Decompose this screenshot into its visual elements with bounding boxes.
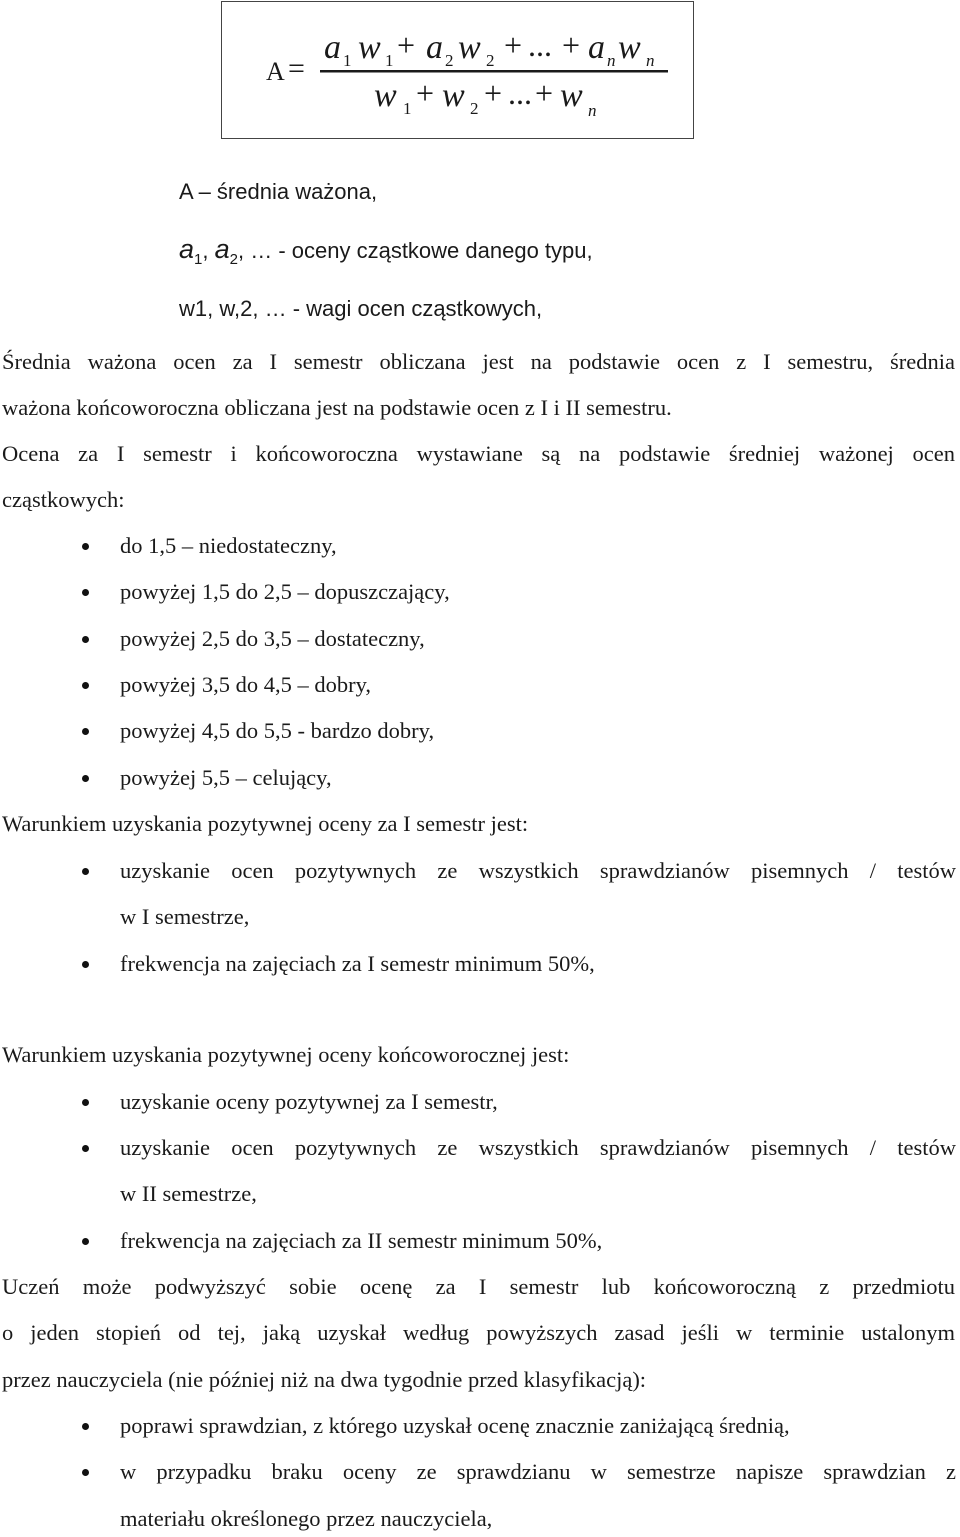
svg-text:+: + — [416, 75, 435, 111]
final-conditions-heading: Warunkiem uzyskania pozytywnej oceny końcoworocznej jest: — [2, 1042, 570, 1067]
svg-text:a: a — [588, 29, 605, 66]
svg-text:n: n — [607, 51, 616, 70]
bullet-icon — [82, 543, 89, 550]
final-condition-tests-line-2: w II semestrze, — [120, 1181, 257, 1206]
svg-text:+: + — [535, 75, 554, 111]
list-item: powyżej 4,5 do 5,5 - bardzo dobry, — [120, 718, 435, 743]
paragraph-average-line-2: ważona końcoworoczna obliczana jest na podstawie ocen z I i II semestru. — [2, 395, 672, 420]
svg-text:w: w — [374, 77, 397, 114]
paragraph-grade-basis-line-1: Ocena za I semestr i końcoworoczna wystawiane są na podstawie średniej ważonej ocen — [2, 441, 955, 466]
improve-paragraph-line-3: przez nauczyciela (nie później niż na dwa tygodnie przed klasyfikacją): — [2, 1367, 647, 1392]
improve-option-missing-line-1: w przypadku braku oceny ze sprawdzianu w semestrze napisze sprawdzian z — [120, 1459, 956, 1484]
svg-text:w: w — [560, 77, 583, 114]
svg-text:n: n — [588, 101, 597, 120]
bullet-icon — [82, 589, 89, 596]
svg-text:1: 1 — [343, 51, 352, 70]
paragraph-grade-basis-line-2: cząstkowych: — [2, 487, 125, 512]
sem1-conditions-heading: Warunkiem uzyskania pozytywnej oceny za I semestr jest: — [2, 811, 529, 836]
improve-option-missing-line-2: materiału określonego przez nauczyciela, — [120, 1506, 493, 1531]
svg-text:w: w — [458, 29, 481, 66]
svg-text:+: + — [504, 27, 523, 63]
bullet-icon — [82, 961, 89, 968]
list-item: do 1,5 – niedostateczny, — [120, 533, 337, 558]
svg-text:...: ... — [508, 75, 532, 111]
bullet-icon — [82, 775, 89, 782]
sem1-condition-tests-line-2: w I semestrze, — [120, 904, 250, 929]
svg-text:+: + — [484, 75, 503, 111]
svg-text:1: 1 — [403, 99, 412, 118]
improve-paragraph-line-2: o jeden stopień od tej, jaką uzyskał według powyższych zasad jeśli w terminie ustalonym — [2, 1320, 955, 1345]
legend-line-weights: w1, w,2, … - wagi ocen cząstkowych, — [179, 296, 543, 321]
list-item: powyżej 2,5 do 3,5 – dostateczny, — [120, 626, 425, 651]
final-condition-sem1: uzyskanie oceny pozytywnej za I semestr, — [120, 1089, 498, 1114]
svg-text:n: n — [646, 51, 655, 70]
bullet-icon — [82, 1423, 89, 1430]
svg-text:1: 1 — [385, 51, 394, 70]
bullet-icon — [82, 868, 89, 875]
svg-text:w: w — [618, 29, 641, 66]
svg-text:2: 2 — [486, 51, 495, 70]
svg-text:a: a — [426, 29, 443, 66]
svg-text:+: + — [562, 27, 581, 63]
sem1-condition-attendance: frekwencja na zajęciach za I semestr minimum 50%, — [120, 951, 595, 976]
svg-text:2: 2 — [470, 99, 479, 118]
formula-equals: = — [288, 52, 305, 85]
bullet-icon — [82, 1469, 89, 1476]
bullet-icon — [82, 682, 89, 689]
legend-line-partial-grades: $a_1$, $a_2$, … - oceny cząstkowe danego typu, — [179, 234, 593, 268]
bullet-icon — [82, 636, 89, 643]
final-condition-tests-line-1: uzyskanie ocen pozytywnych ze wszystkich sprawdzianów pisemnych / testów — [120, 1135, 956, 1160]
final-condition-attendance: frekwencja na zajęciach za II semestr minimum 50%, — [120, 1228, 603, 1253]
bullet-icon — [82, 728, 89, 735]
svg-text:...: ... — [528, 27, 552, 63]
svg-text:2: 2 — [445, 51, 454, 70]
bullet-icon — [82, 1145, 89, 1152]
svg-text:+: + — [397, 27, 416, 63]
sem1-condition-tests-line-1: uzyskanie ocen pozytywnych ze wszystkich sprawdzianów pisemnych / testów — [120, 858, 956, 883]
svg-text:w: w — [358, 29, 381, 66]
fraction-bar — [320, 70, 668, 73]
list-item: powyżej 5,5 – celujący, — [120, 765, 332, 790]
svg-text:w: w — [442, 77, 465, 114]
list-item: powyżej 3,5 do 4,5 – dobry, — [120, 672, 372, 697]
bullet-icon — [82, 1099, 89, 1106]
formula-graphic — [222, 2, 692, 137]
improve-paragraph-line-1: Uczeń może podwyższyć sobie ocenę za I semestr lub końcoworoczną z przedmiotu — [2, 1274, 955, 1299]
weighted-average-formula — [221, 1, 694, 139]
paragraph-average-line-1: Średnia ważona ocen za I semestr obliczana jest na podstawie ocen z I semestru, średnia — [2, 349, 955, 374]
improve-option-retake: poprawi sprawdzian, z którego uzyskał ocenę znacznie zaniżającą średnią, — [120, 1413, 790, 1438]
legend-line-a: A – średnia ważona, — [179, 179, 378, 204]
bullet-icon — [82, 1238, 89, 1245]
formula-lhs: A — [266, 57, 285, 86]
list-item: powyżej 1,5 do 2,5 – dopuszczający, — [120, 579, 450, 604]
svg-text:a: a — [324, 29, 341, 66]
